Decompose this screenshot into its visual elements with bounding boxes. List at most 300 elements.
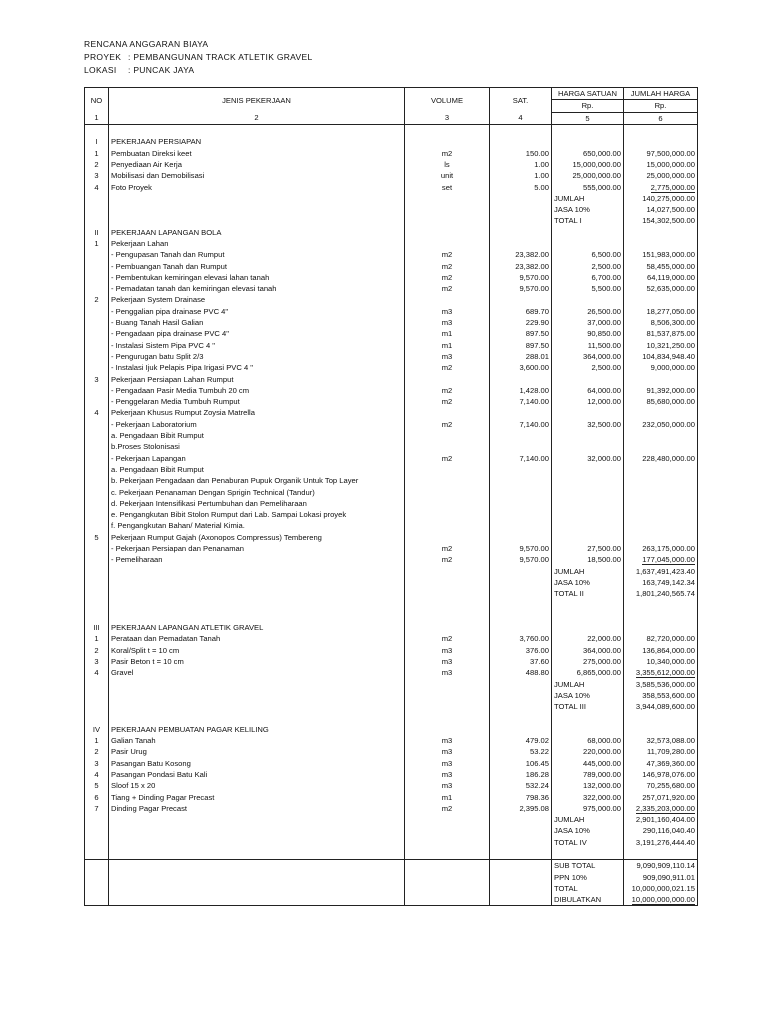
row-no [85,588,109,599]
table-row [85,396,698,407]
col-header-volume: VOLUME [405,88,490,113]
row-volume [490,860,552,872]
row-no [85,848,109,860]
row-unit: m2 [405,385,490,396]
row-unit [405,599,490,610]
row-volume [490,430,552,441]
row-unit [405,894,490,906]
table-row [85,340,698,351]
row-unit-price: 26,500.00 [552,306,624,317]
row-volume: 186.28 [490,769,552,780]
table-row [85,124,698,136]
row-unit-price [552,136,624,147]
row-total-price [624,611,698,622]
col-number: 5 [552,112,624,124]
row-no [85,486,109,497]
row-volume [490,464,552,475]
row-unit [405,486,490,497]
row-no [85,498,109,509]
row-description [109,193,405,204]
table-row [85,498,698,509]
row-total-price [624,294,698,305]
column-number-row [85,112,698,124]
row-unit: m3 [405,656,490,667]
row-volume: 7,140.00 [490,453,552,464]
row-unit-price: 32,500.00 [552,419,624,430]
row-unit-price: 364,000.00 [552,351,624,362]
row-unit [405,678,490,689]
table-row [85,147,698,158]
row-volume [490,690,552,701]
row-description: Pekerjaan Khusus Rumput Zoysia Matrella [109,407,405,418]
col-header-jumlah-unit: Rp. [624,100,698,112]
row-volume: 2,395.08 [490,803,552,814]
row-volume [490,294,552,305]
row-no [85,351,109,362]
row-volume [490,486,552,497]
row-unit: m2 [405,362,490,373]
row-no [85,272,109,283]
grand-total-value [624,894,698,906]
row-total-price [624,475,698,486]
row-description: f. Pengangkutan Bahan/ Material Kimia. [109,520,405,531]
row-unit [405,565,490,576]
row-description: Koral/Split t = 10 cm [109,645,405,656]
table-row [85,260,698,271]
table-row [85,464,698,475]
table-row [85,317,698,328]
table-row [85,215,698,226]
row-description: - Pengadaan pipa drainase PVC 4" [109,328,405,339]
table-row [85,227,698,238]
row-volume: 9,570.00 [490,543,552,554]
row-unit: m3 [405,306,490,317]
location-value: : PUNCAK JAYA [128,65,195,75]
row-no [85,396,109,407]
row-volume [490,373,552,384]
row-total-price: 81,537,875.00 [624,328,698,339]
budget-table [84,87,698,906]
row-unit: m3 [405,645,490,656]
row-unit [405,690,490,701]
row-unit-price [552,520,624,531]
row-no: 5 [85,532,109,543]
row-no [85,509,109,520]
row-no [85,124,109,136]
row-volume [490,509,552,520]
row-description: Pembuatan Direksi keet [109,147,405,158]
col-header-sat: SAT. [490,88,552,113]
row-total-price: 358,553,600.00 [624,690,698,701]
row-description [109,204,405,215]
row-volume [490,894,552,906]
row-no: 4 [85,769,109,780]
row-unit [405,860,490,872]
row-volume [490,599,552,610]
row-unit-price: 789,000.00 [552,769,624,780]
row-unit [405,238,490,249]
row-description: e. Pengangkutan Bibit Stolon Rumput dari Lab. Sampai Lokasi proyek [109,509,405,520]
row-unit-price: 5,500.00 [552,283,624,294]
row-total-price [624,430,698,441]
row-unit-price [552,498,624,509]
row-unit-price: 90,850.00 [552,328,624,339]
row-description: a. Pengadaan Bibit Rumput [109,464,405,475]
col-number: 6 [624,112,698,124]
row-unit: m1 [405,791,490,802]
table-row [85,272,698,283]
row-total-price: 82,720,000.00 [624,633,698,644]
col-header-jumlah-harga: JUMLAH HARGA [624,88,698,100]
row-volume: 288.01 [490,351,552,362]
row-total-price [624,486,698,497]
row-description: Sloof 15 x 20 [109,780,405,791]
row-no [85,464,109,475]
row-total-price-value: 2,775,000.00 [650,182,695,192]
row-description [109,701,405,712]
row-description: Galian Tanah [109,735,405,746]
table-row [85,385,698,396]
row-description [109,599,405,610]
table-row [85,622,698,633]
row-description: PEKERJAAN PERSIAPAN [109,136,405,147]
row-volume [490,848,552,860]
row-no [85,430,109,441]
row-description: Perataan dan Pemadatan Tanah [109,633,405,644]
row-description: - Pemeliharaan [109,554,405,565]
row-unit: m3 [405,746,490,757]
row-total-price: 1,801,240,565.74 [624,588,698,599]
row-no [85,837,109,848]
table-row [85,803,698,814]
grand-total-label: PPN 10% [552,871,624,882]
row-no [85,554,109,565]
row-unit-price [552,407,624,418]
table-row [85,825,698,836]
row-total-price [624,464,698,475]
row-summary-label: JUMLAH [552,193,624,204]
row-volume: 7,140.00 [490,396,552,407]
row-unit: m3 [405,317,490,328]
document-title: RENCANA ANGGARAN BIAYA [84,39,209,49]
row-no [85,283,109,294]
row-total-price [624,238,698,249]
row-volume [490,814,552,825]
row-volume: 5.00 [490,181,552,192]
row-description: a. Pengadaan Bibit Rumput [109,430,405,441]
row-volume [490,883,552,894]
row-description [109,215,405,226]
row-volume [490,136,552,147]
row-volume [490,215,552,226]
row-unit-price: 555,000.00 [552,181,624,192]
row-unit-price: 27,500.00 [552,543,624,554]
row-unit [405,883,490,894]
grand-total-row [85,871,698,882]
row-unit-price [552,441,624,452]
row-unit: m2 [405,260,490,271]
row-volume: 488.80 [490,667,552,678]
row-total-price: 11,709,280.00 [624,746,698,757]
row-unit-price [552,238,624,249]
row-description: Pasir Beton t = 10 cm [109,656,405,667]
row-no: 3 [85,373,109,384]
row-description: - Instalasi Sistem Pipa PVC 4 " [109,340,405,351]
row-volume: 689.70 [490,306,552,317]
row-no [85,871,109,882]
row-summary-label: TOTAL I [552,215,624,226]
row-total-price: 52,635,000.00 [624,283,698,294]
row-unit: m2 [405,453,490,464]
row-volume [490,837,552,848]
row-summary-label: TOTAL II [552,588,624,599]
row-unit [405,498,490,509]
row-no [85,475,109,486]
row-no: 4 [85,407,109,418]
table-row [85,848,698,860]
row-total-price [624,509,698,520]
table-row [85,758,698,769]
row-total-price: 136,864,000.00 [624,645,698,656]
grand-total-row [85,883,698,894]
row-no: IV [85,724,109,735]
table-row [85,136,698,147]
row-unit: m3 [405,769,490,780]
row-summary-label: JUMLAH [552,678,624,689]
row-summary-label: JASA 10% [552,204,624,215]
row-unit-price: 37,000.00 [552,317,624,328]
row-unit [405,124,490,136]
table-row [85,577,698,588]
col-number: 1 [85,112,109,124]
row-total-price [624,136,698,147]
row-unit: ls [405,159,490,170]
row-description: Pekerjaan Persiapan Lahan Rumput [109,373,405,384]
row-unit [405,475,490,486]
row-volume: 3,760.00 [490,633,552,644]
row-no [85,712,109,723]
row-unit-price [552,373,624,384]
row-volume [490,588,552,599]
row-no: 1 [85,147,109,158]
row-volume: 9,570.00 [490,283,552,294]
row-unit: m3 [405,667,490,678]
row-no [85,362,109,373]
row-unit-price: 132,000.00 [552,780,624,791]
row-no [85,317,109,328]
row-description [109,848,405,860]
row-no: 6 [85,791,109,802]
row-no [85,453,109,464]
row-unit-price [552,611,624,622]
row-unit-price: 15,000,000.00 [552,159,624,170]
grand-total-label: DIBULATKAN [552,894,624,906]
row-unit-price [552,712,624,723]
row-unit-price: 6,500.00 [552,249,624,260]
row-no: 3 [85,656,109,667]
row-no: 2 [85,746,109,757]
row-no: III [85,622,109,633]
col-header-jenis: JENIS PEKERJAAN [109,88,405,113]
row-unit-price: 2,500.00 [552,260,624,271]
row-description: Pasangan Batu Kosong [109,758,405,769]
table-row [85,565,698,576]
row-unit-price: 32,000.00 [552,453,624,464]
row-volume [490,678,552,689]
row-unit: m1 [405,328,490,339]
row-unit-price: 275,000.00 [552,656,624,667]
row-unit: unit [405,170,490,181]
row-description [109,860,405,872]
location-label: LOKASI [84,65,117,75]
row-no [85,701,109,712]
row-summary-label: TOTAL III [552,701,624,712]
row-unit-price [552,124,624,136]
row-no [85,340,109,351]
row-no [85,678,109,689]
row-no: 3 [85,170,109,181]
row-description: Pekerjaan System Drainase [109,294,405,305]
row-no: 7 [85,803,109,814]
row-unit-price: 445,000.00 [552,758,624,769]
table-row [85,690,698,701]
row-no [85,543,109,554]
row-description: - Penggalian pipa drainase PVC 4" [109,306,405,317]
row-description [109,690,405,701]
row-unit [405,814,490,825]
row-total-price [624,373,698,384]
grand-total-value: 9,090,909,110.14 [624,860,698,872]
row-volume [490,577,552,588]
row-no: II [85,227,109,238]
row-total-price: 8,506,300.00 [624,317,698,328]
row-total-price: 64,119,000.00 [624,272,698,283]
row-volume [490,565,552,576]
table-row [85,814,698,825]
grand-total-value: 909,090,911.01 [624,871,698,882]
row-unit-price: 220,000.00 [552,746,624,757]
col-header-harga-unit: Rp. [552,100,624,112]
row-total-price: 14,027,500.00 [624,204,698,215]
row-unit: m2 [405,554,490,565]
row-unit: m2 [405,633,490,644]
row-unit-price: 975,000.00 [552,803,624,814]
row-unit-price [552,227,624,238]
row-description: PEKERJAAN LAPANGAN BOLA [109,227,405,238]
row-unit: m2 [405,272,490,283]
table-row [85,791,698,802]
row-volume: 897.50 [490,340,552,351]
row-description: Foto Proyek [109,181,405,192]
col-header-no: NO [85,88,109,113]
row-volume: 37.60 [490,656,552,667]
row-unit-price [552,724,624,735]
row-total-price: 3,944,089,600.00 [624,701,698,712]
table-row [85,701,698,712]
row-no [85,883,109,894]
location-line [84,65,194,75]
table-row [85,419,698,430]
table-row [85,735,698,746]
row-description [109,124,405,136]
table-row [85,475,698,486]
row-volume [490,532,552,543]
table-row [85,430,698,441]
row-unit: m3 [405,351,490,362]
row-description: Pasangan Pondasi Batu Kali [109,769,405,780]
row-total-price: 140,275,000.00 [624,193,698,204]
row-description: - Penggelaran Media Tumbuh Rumput [109,396,405,407]
row-total-price: 25,000,000.00 [624,170,698,181]
row-volume [490,193,552,204]
row-description: c. Pekerjaan Penanaman Dengan Sprigin Technical (Tandur) [109,486,405,497]
row-no [85,520,109,531]
table-row [85,283,698,294]
row-total-price: 163,749,142.34 [624,577,698,588]
row-unit [405,430,490,441]
row-unit [405,825,490,836]
row-unit: set [405,181,490,192]
col-number: 2 [109,112,405,124]
row-unit [405,520,490,531]
row-unit-price [552,532,624,543]
row-volume [490,204,552,215]
row-volume [490,227,552,238]
grand-total-value-value: 10,000,000,000.00 [631,895,695,905]
row-unit: m2 [405,283,490,294]
row-total-price: 232,050,000.00 [624,419,698,430]
row-description [109,611,405,622]
table-row [85,373,698,384]
row-unit: m2 [405,419,490,430]
row-volume: 23,382.00 [490,260,552,271]
table-row [85,306,698,317]
row-total-price: 2,901,160,404.00 [624,814,698,825]
row-total-price: 91,392,000.00 [624,385,698,396]
grand-total-label: TOTAL [552,883,624,894]
row-unit [405,193,490,204]
row-total-price: 15,000,000.00 [624,159,698,170]
table-row [85,588,698,599]
row-total-price [624,554,698,565]
row-unit: m2 [405,147,490,158]
row-description [109,894,405,906]
row-total-price: 290,116,040.40 [624,825,698,836]
grand-total-row [85,860,698,872]
table-row [85,441,698,452]
row-volume: 53.22 [490,746,552,757]
row-unit: m1 [405,340,490,351]
row-total-price: 10,340,000.00 [624,656,698,667]
row-description: Gravel [109,667,405,678]
row-description [109,825,405,836]
project-label: PROYEK [84,52,122,62]
row-unit: m2 [405,543,490,554]
row-volume: 7,140.00 [490,419,552,430]
row-no [85,565,109,576]
row-total-price [624,181,698,192]
row-no: 2 [85,294,109,305]
row-volume: 3,600.00 [490,362,552,373]
row-volume [490,441,552,452]
row-total-price: 97,500,000.00 [624,147,698,158]
row-no: 4 [85,181,109,192]
row-unit [405,588,490,599]
grand-total-row [85,894,698,906]
row-volume [490,622,552,633]
table-row [85,193,698,204]
row-unit-price: 22,000.00 [552,633,624,644]
